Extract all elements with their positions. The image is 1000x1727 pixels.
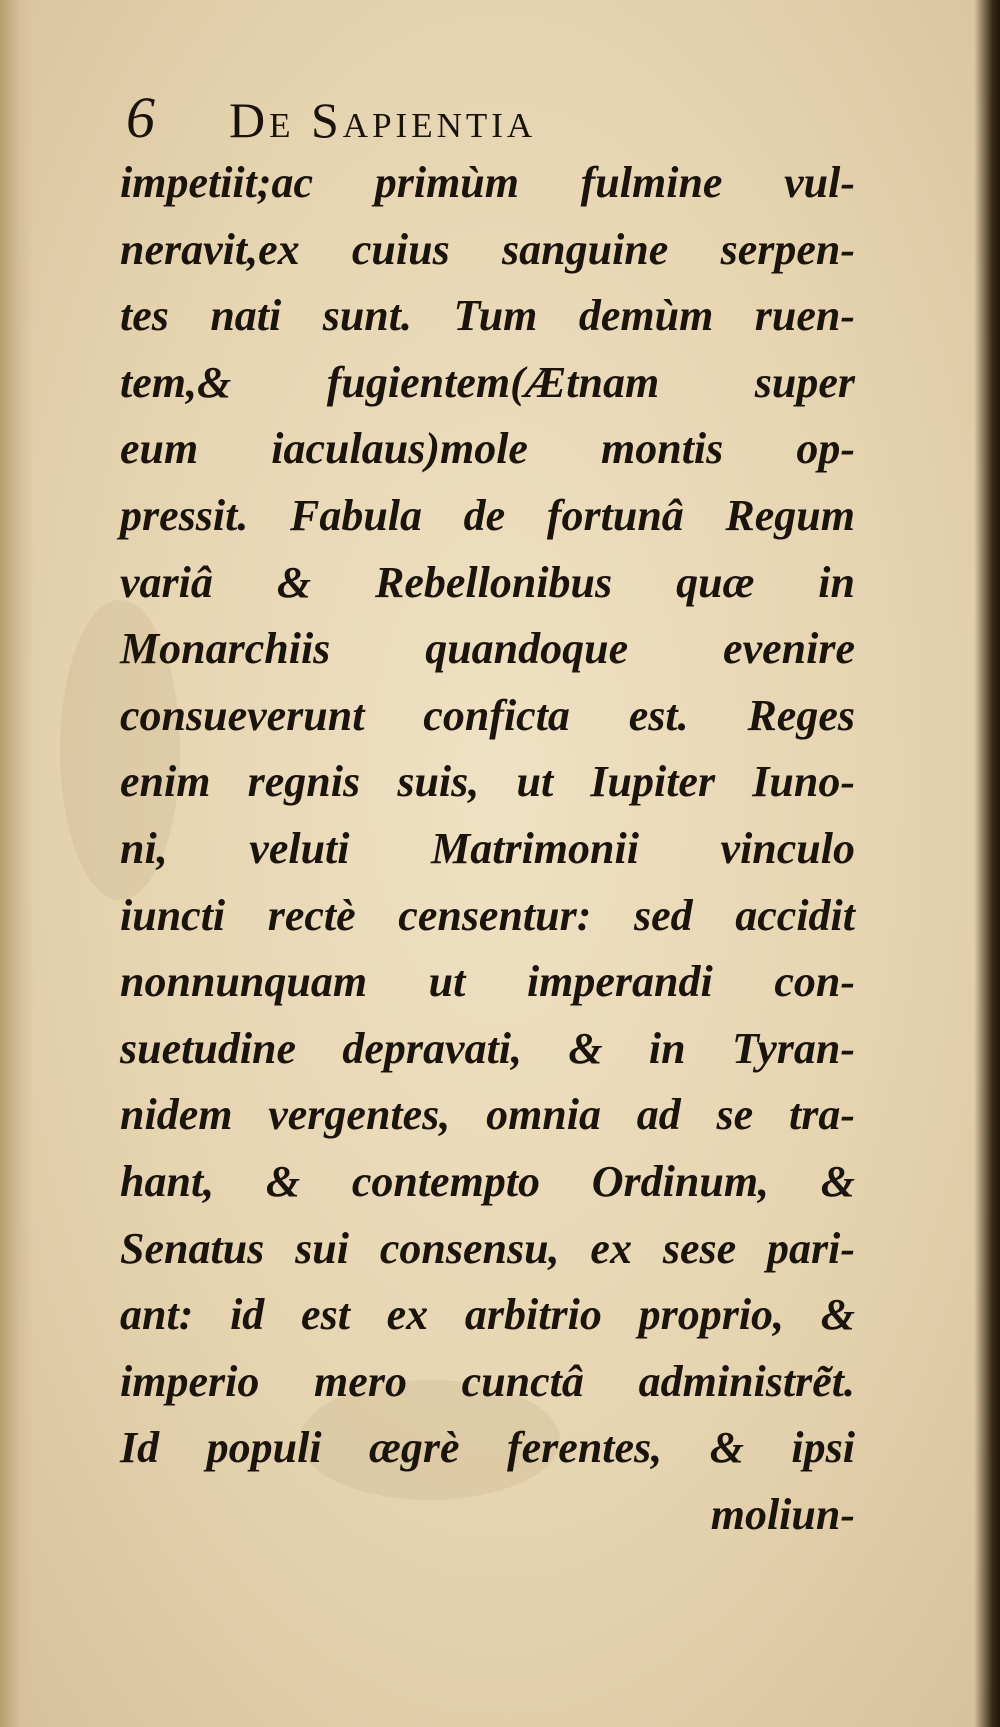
page-header <box>126 84 826 154</box>
text-line: eum iaculaus)mole montis op- <box>120 424 855 474</box>
text-line: consueverunt conficta est. Reges <box>120 690 855 740</box>
text-line: pressit. Fabula de fortunâ Regum <box>120 490 855 540</box>
text-line: impetiit;ac primùm fulmine vul- <box>120 158 855 207</box>
text-line: imperio mero cunctâ administrẽt. <box>120 1356 855 1406</box>
text-line: Monarchiis quandoque evenire <box>120 624 855 674</box>
page-gutter <box>0 0 34 1727</box>
text-line: tem,& fugientem(Ætnam super <box>120 357 855 407</box>
body-text <box>120 150 855 1548</box>
text-line: ni, veluti Matrimonii vinculo <box>120 823 855 873</box>
text-line: ant: id est ex arbitrio proprio, & <box>120 1290 855 1340</box>
page-number: 6 <box>126 85 155 150</box>
text-line: Id populi ægrè ferentes, & ipsi <box>120 1423 855 1473</box>
text-line: nonnunquam ut imperandi con- <box>120 957 855 1007</box>
text-line: nidem vergentes, omnia ad se tra- <box>120 1090 855 1140</box>
text-line: tes nati sunt. Tum demùm ruen- <box>120 291 855 341</box>
running-head: De Sapientia <box>229 92 537 148</box>
text-line: enim regnis suis, ut Iupiter Iuno- <box>120 757 855 807</box>
text-line: iuncti rectè censentur: sed accidit <box>120 890 855 940</box>
text-line: Senatus sui consensu, ex sese pari- <box>120 1223 855 1273</box>
text-line: variâ & Rebellonibus quæ in <box>120 557 855 607</box>
page-edge <box>974 0 1000 1727</box>
text-line: suetudine depravati, & in Tyran- <box>120 1023 855 1073</box>
text-line: neravit,ex cuius sanguine serpen- <box>120 224 855 274</box>
catchword: moliun- <box>710 1489 855 1539</box>
text-line: hant, & contempto Ordinum, & <box>120 1156 855 1206</box>
